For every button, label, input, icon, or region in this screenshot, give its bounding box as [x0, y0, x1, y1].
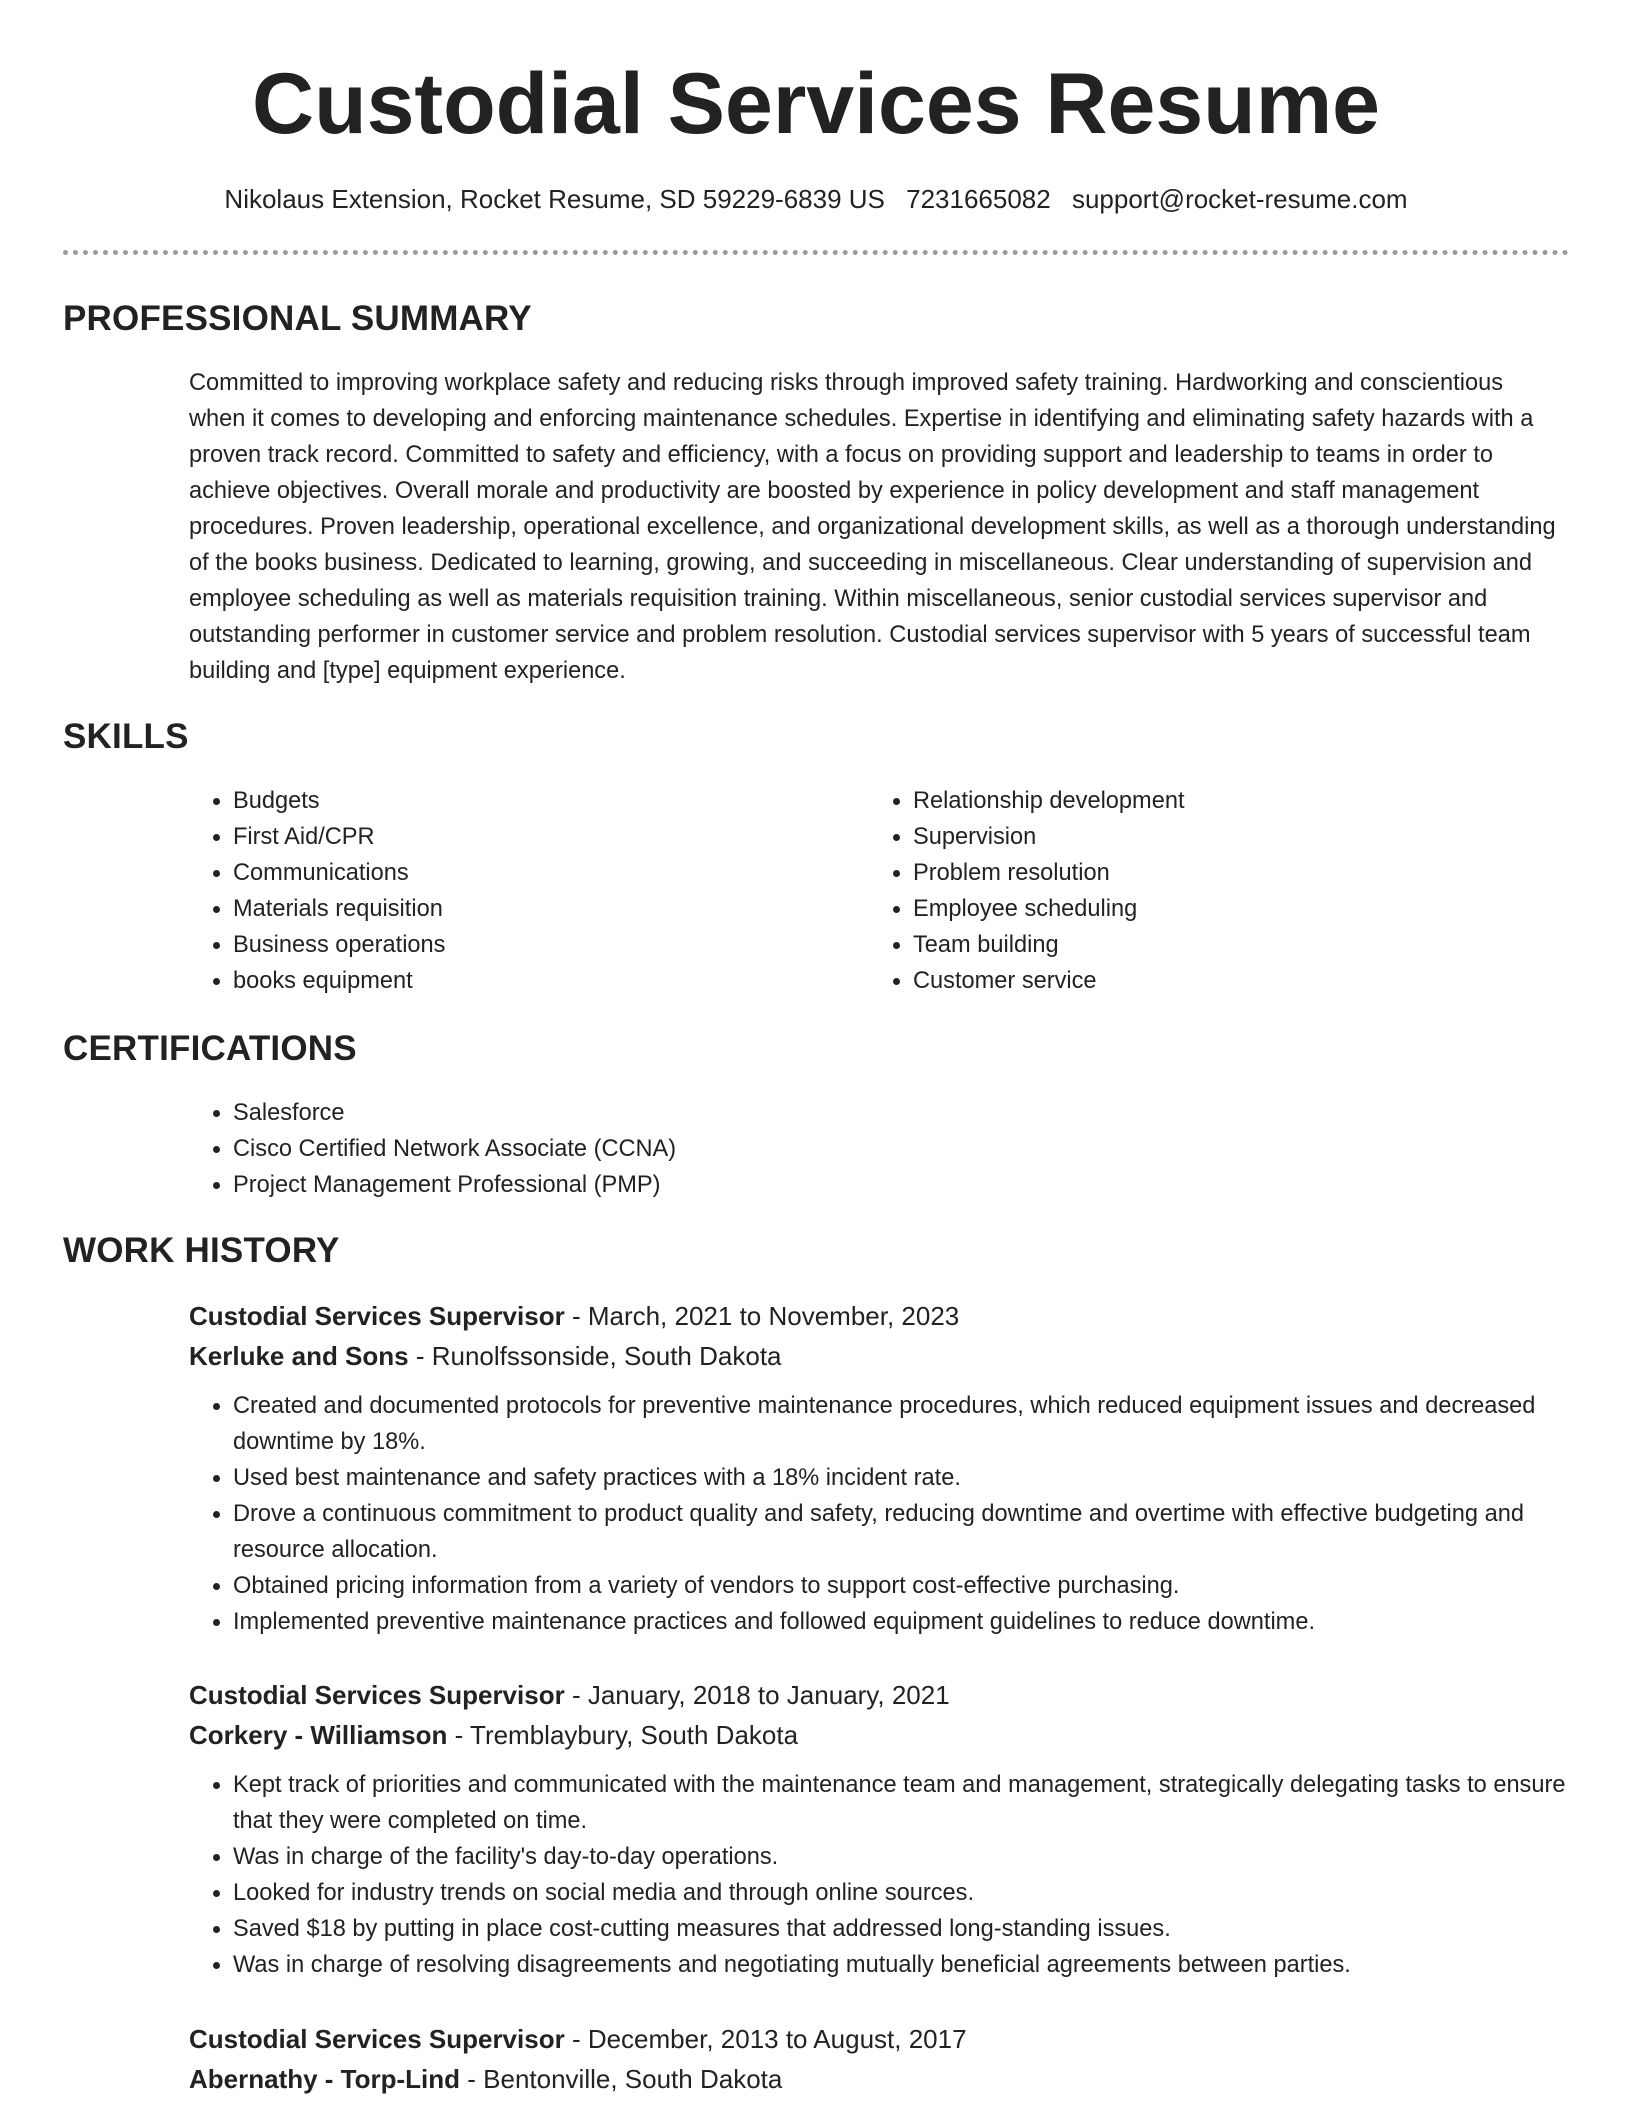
job-location: - Bentonville, South Dakota — [460, 2064, 783, 2094]
contact-address: Nikolaus Extension, Rocket Resume, SD 59229-6839 US — [224, 184, 885, 214]
job-bullet: • Saved $18 by putting in place cost-cutting measures that addressed long-standing issues. — [233, 1911, 1569, 1947]
job-bullet: • Obtained pricing information from a variety of vendors to support cost-effective purchasing. — [233, 1568, 1569, 1604]
job-dates: - December, 2013 to August, 2017 — [564, 2024, 967, 2054]
summary-text: Committed to improving workplace safety and reducing risks through improved safety training. Hardworking and conscientious when it comes to developing and enforcing maintenance schedules. Expertise in identifying and eliminating safety hazards with a proven track record. Committed to safety and efficiency, with a focus on providing support and leadership to teams in order to achieve objectives. Overall morale and productivity are boosted by experience in policy development and staff management procedures. Proven leadership, operational excellence, and organizational development skills, as well as a thorough understanding of the books business. Dedicated to learning, growing, and succeeding in miscellaneous. Clear understanding of supervision and employee scheduling as well as materials requisition training. Within miscellaneous, senior custodial services supervisor and outstanding performer in customer service and problem resolution. Custodial services supervisor with 5 years of successful team building and [type] equipment experience. — [189, 370, 1556, 684]
certifications-list — [189, 1095, 1189, 1203]
job-role: Custodial Services Supervisor — [189, 2024, 565, 2054]
job-company-line — [189, 1336, 1569, 1376]
job-entry — [189, 1675, 1569, 1983]
job-location: - Tremblaybury, South Dakota — [447, 1720, 799, 1750]
job-bullets — [189, 1767, 1569, 1983]
skill-item: • Team building — [913, 927, 1509, 963]
skill-item: • Problem resolution — [913, 855, 1509, 891]
job-bullet: • Looked for industry trends on social media and through online sources. — [233, 1875, 1569, 1911]
certification-item: • Salesforce — [233, 1095, 1189, 1131]
skill-item: • Materials requisition — [233, 891, 829, 927]
job-bullet: • Drove a continuous commitment to product quality and safety, reducing downtime and overtime with effective budgeting and resource allocation. — [233, 1496, 1569, 1568]
skills-heading: SKILLS — [63, 717, 189, 756]
skill-item: • Employee scheduling — [913, 891, 1509, 927]
job-location: - Runolfssonside, South Dakota — [408, 1341, 782, 1371]
skills-column-left — [189, 783, 829, 999]
contact-line — [0, 179, 1632, 219]
header-divider — [63, 250, 1569, 255]
contact-email: support@rocket-resume.com — [1071, 184, 1408, 214]
job-dates: - March, 2021 to November, 2023 — [564, 1301, 960, 1331]
job-title-line — [189, 1296, 1569, 1336]
skill-item: • First Aid/CPR — [233, 819, 829, 855]
job-bullets — [189, 1388, 1569, 1640]
job-bullet: • Kept track of priorities and communicated with the maintenance team and management, strategically delegating tasks to ensure that they were completed on time. — [233, 1767, 1569, 1839]
job-company: Abernathy - Torp-Lind — [189, 2064, 461, 2094]
job-title-line — [189, 2019, 1569, 2059]
job-entry — [189, 2019, 1569, 2099]
job-entry — [189, 1296, 1569, 1640]
skill-item: • Customer service — [913, 963, 1509, 999]
certification-item: • Cisco Certified Network Associate (CCNA) — [233, 1131, 1189, 1167]
summary-heading: PROFESSIONAL SUMMARY — [63, 299, 532, 338]
job-role: Custodial Services Supervisor — [189, 1680, 565, 1710]
job-company: Kerluke and Sons — [189, 1341, 409, 1371]
skills-column-right — [869, 783, 1509, 999]
skill-item: • books equipment — [233, 963, 829, 999]
job-bullet: • Implemented preventive maintenance practices and followed equipment guidelines to reduce downtime. — [233, 1604, 1569, 1640]
skill-item: • Relationship development — [913, 783, 1509, 819]
work-history-heading: WORK HISTORY — [63, 1231, 340, 1270]
job-title-line — [189, 1675, 1569, 1715]
skill-item: • Budgets — [233, 783, 829, 819]
job-company-line — [189, 2059, 1569, 2099]
job-company-line — [189, 1715, 1569, 1755]
job-role: Custodial Services Supervisor — [189, 1301, 565, 1331]
job-bullet: • Was in charge of resolving disagreements and negotiating mutually beneficial agreements between parties. — [233, 1947, 1569, 1983]
certification-item: • Project Management Professional (PMP) — [233, 1167, 1189, 1203]
certifications-heading: CERTIFICATIONS — [63, 1029, 357, 1068]
job-company: Corkery - Williamson — [189, 1720, 448, 1750]
skill-item: • Supervision — [913, 819, 1509, 855]
job-bullet: • Used best maintenance and safety practices with a 18% incident rate. — [233, 1460, 1569, 1496]
job-bullet: • Created and documented protocols for preventive maintenance procedures, which reduced equipment issues and decreased downtime by 18%. — [233, 1388, 1569, 1460]
job-bullet: • Was in charge of the facility's day-to-day operations. — [233, 1839, 1569, 1875]
job-dates: - January, 2018 to January, 2021 — [564, 1680, 950, 1710]
skill-item: • Communications — [233, 855, 829, 891]
page-title: Custodial Services Resume — [251, 56, 1381, 152]
skill-item: • Business operations — [233, 927, 829, 963]
contact-phone: 7231665082 — [906, 184, 1051, 214]
